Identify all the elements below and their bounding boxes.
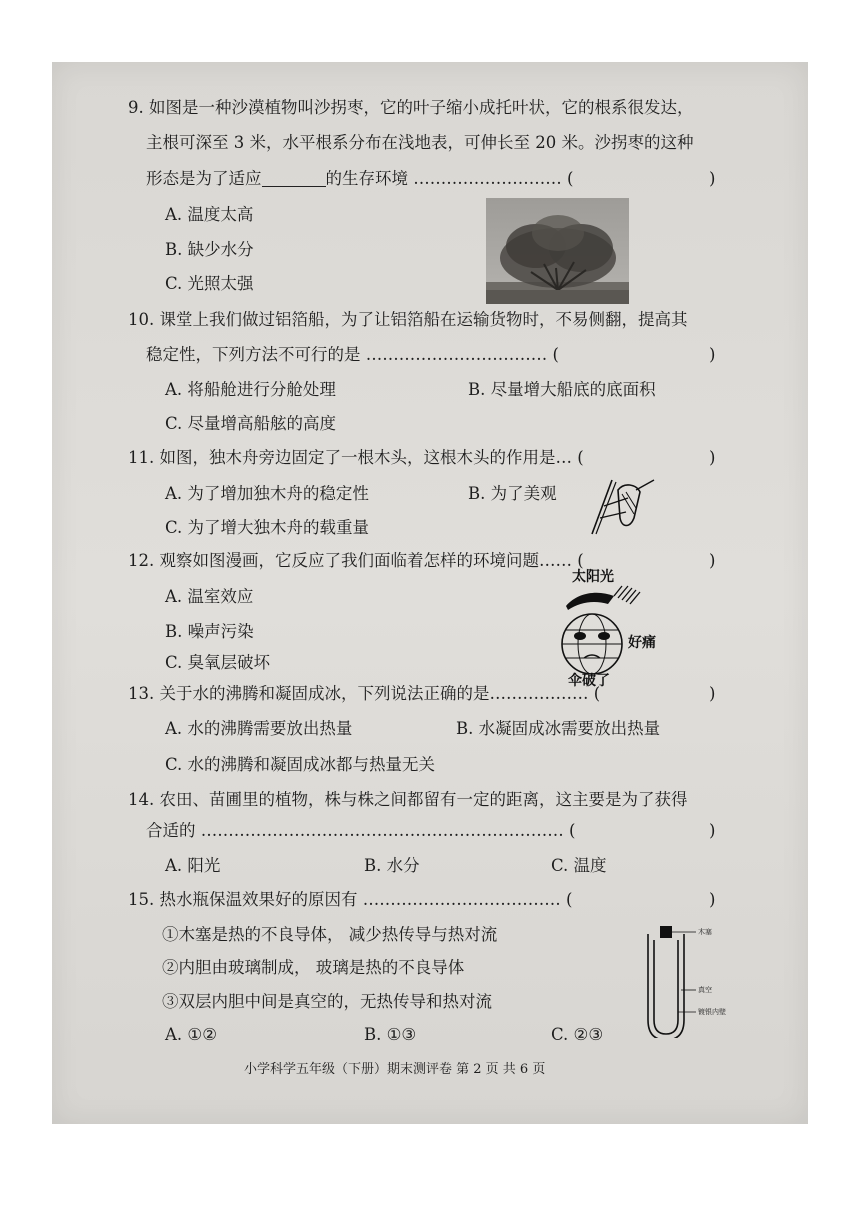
q14-option-c: C. 温度: [551, 856, 607, 875]
q15-item1: ①木塞是热的不良导体， 减少热传导与热对流: [162, 925, 498, 944]
q10-line1: 10. 课堂上我们做过铝箔船，为了让铝箔船在运输货物时，不易侧翻，提高其: [128, 310, 688, 329]
q9-blank: [262, 170, 326, 187]
q12-option-b: B. 噪声污染: [165, 622, 254, 641]
q11-option-c: C. 为了增大独木舟的载重量: [165, 518, 370, 537]
q14-line1: 14. 农田、苗圃里的植物，株与株之间都留有一定的距离，这主要是为了获得: [128, 790, 688, 809]
q10-paren-close: ): [709, 345, 716, 364]
q10-line2: 稳定性，下列方法不可行的是 …………………………… (: [146, 345, 559, 364]
sand-jujube-photo: [486, 198, 629, 304]
cartoon-pain-text: 好痛: [628, 635, 656, 651]
cartoon-sun-text: 太阳光: [572, 569, 614, 585]
q11-paren-close: ): [709, 448, 716, 467]
q9-line1: 9. 如图是一种沙漠植物叫沙拐枣，它的叶子缩小成托叶状，它的根系很发达，: [128, 98, 694, 117]
q9-line3: [146, 168, 573, 190]
q9-option-b: B. 缺少水分: [165, 240, 254, 259]
q14-paren-close: ): [709, 821, 716, 840]
q13-option-b: B. 水凝固成冰需要放出热量: [456, 719, 661, 738]
q13-option-c: C. 水的沸腾和凝固成冰都与热量无关: [165, 755, 436, 774]
q14-option-a: A. 阳光: [165, 856, 221, 875]
q10-option-b: B. 尽量增大船底的底面积: [468, 380, 656, 399]
q12-option-c: C. 臭氧层破坏: [165, 653, 271, 672]
q14-option-b: B. 水分: [364, 856, 420, 875]
q11-option-b: B. 为了美观: [468, 484, 557, 503]
q15-item2: ②内胆由玻璃制成， 玻璃是热的不良导体: [162, 958, 465, 977]
q13-option-a: A. 水的沸腾需要放出热量: [165, 719, 353, 738]
thermos-diagram: [638, 920, 744, 1038]
q10-option-a: A. 将船舱进行分舱处理: [165, 380, 336, 399]
q15-line1: 15. 热水瓶保温效果好的原因有 ……………………………… (: [128, 890, 573, 909]
q9-option-a: A. 温度太高: [165, 205, 254, 224]
q9-option-c: C. 光照太强: [165, 274, 254, 293]
thermos-label-vacuum: 真空: [698, 986, 712, 994]
cartoon-umbrella-text: 伞破了: [568, 673, 610, 688]
q15-option-c: C. ②③: [551, 1025, 604, 1044]
q12-paren-close: ): [709, 551, 716, 570]
thermos-label-stopper: 木塞: [698, 928, 712, 936]
q11-line1: 11. 如图，独木舟旁边固定了一根木头，这根木头的作用是… (: [128, 448, 584, 467]
q9-line3-post: 的生存环境 ……………………… (: [325, 169, 574, 188]
thermos-label-liner: 镀银内壁: [698, 1008, 726, 1016]
q10-option-c: C. 尽量增高船舷的高度: [165, 414, 337, 433]
q15-option-b: B. ①③: [364, 1025, 417, 1044]
q9-line3-pre: 形态是为了适应: [146, 169, 262, 188]
page-footer: 小学科学五年级（下册）期末测评卷 第 2 页 共 6 页: [244, 1062, 546, 1077]
q9-line2: 主根可深至 3 米，水平根系分布在浅地表，可伸长至 20 米。沙拐枣的这种: [146, 133, 694, 152]
ozone-cartoon: [556, 566, 676, 688]
q15-item3: ③双层内胆中间是真空的，无热传导和热对流: [162, 992, 492, 1011]
q15-paren-close: ): [709, 890, 716, 909]
q13-paren-close: ): [709, 684, 716, 703]
q11-option-a: A. 为了增加独木舟的稳定性: [165, 484, 369, 503]
q9-paren-close: ): [709, 169, 716, 188]
q14-line2: 合适的 ………………………………………………………… (: [146, 821, 576, 840]
q12-line1: 12. 观察如图漫画，它反应了我们面临着怎样的环境问题…… (: [128, 551, 584, 570]
outrigger-canoe-drawing: [584, 472, 656, 536]
q15-option-a: A. ①②: [165, 1025, 217, 1044]
q12-option-a: A. 温室效应: [165, 587, 254, 606]
q13-line1: 13. 关于水的沸腾和凝固成冰，下列说法正确的是……………… (: [128, 684, 601, 703]
